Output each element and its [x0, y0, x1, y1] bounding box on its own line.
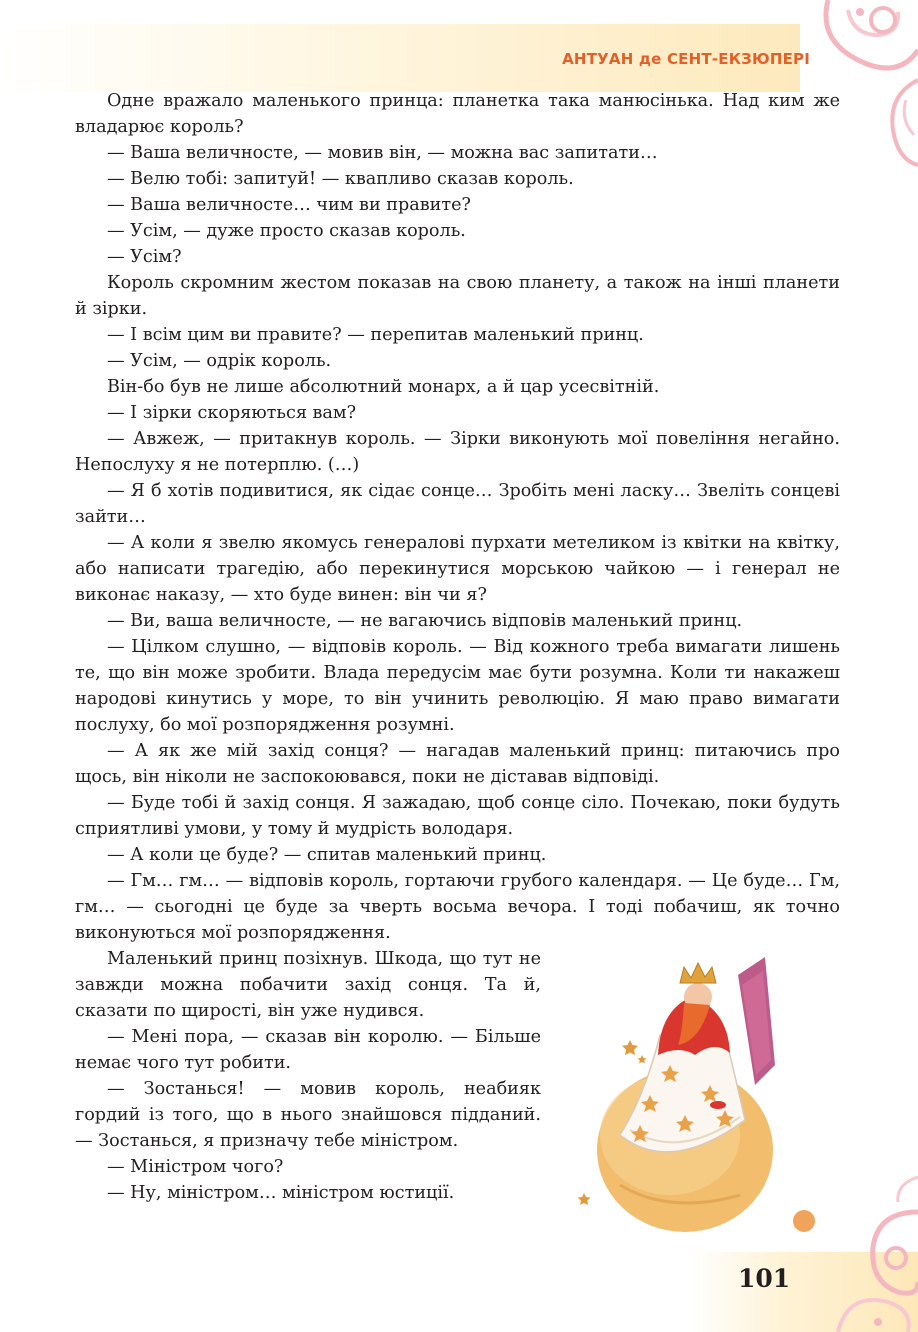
narrow-text	[75, 946, 541, 1206]
page-number: 101	[738, 1264, 791, 1293]
paragraph: Маленький принц позіхнув. Шкода, що тут не завжди можна побачити захід сонця. Та й, сказати по щирості, він уже нудився.	[75, 949, 541, 1021]
paragraph: Одне вражало маленького принца: планетка така манюсінька. Над ким же владарює король?	[75, 91, 840, 137]
paragraph: — Мені пора, — сказав він королю. — Більше немає чого тут робити.	[75, 1027, 541, 1073]
paragraph: — Цілком слушно, — відповів король. — Від кожного треба вимагати лишень те, що він може зробити. Влада передусім має бути розумна. Коли ти накажеш народові кинутись у море, то він учинить революцію. Я маю право вимагати послуху, бо мої розпорядження розумні.	[75, 637, 840, 735]
paragraph: — А коли я звелю якомусь генералові пурхати метеликом із квітки на квітку, або написати трагедію, або перекинутися морською чайкою — і генерал не виконає наказу, — хто буде винен: він чи я?	[75, 533, 840, 605]
paragraph: — Усім?	[107, 247, 182, 267]
paragraph: — Буде тобі й захід сонця. Я зажадаю, щоб сонце сіло. Почекаю, поки будуть сприятливі умови, у тому й мудрість володаря.	[75, 793, 840, 839]
paragraph: — Гм… гм… — відповів король, гортаючи грубого календаря. — Це буде… Гм, гм… — сьогодні це буде за чверть восьма вечора. І тоді побачиш, як точно виконуються мої розпорядження.	[75, 871, 840, 943]
paragraph: — Усім, — одрік король.	[107, 351, 332, 371]
paragraph: — Я б хотів подивитися, як сідає сонце… Зробіть мені ласку… Звеліть сонцеві зайти…	[75, 481, 840, 527]
paragraph: — А коли це буде? — спитав маленький принц.	[107, 845, 547, 865]
paragraph: — Велю тобі: запитуй! — квапливо сказав король.	[107, 169, 574, 189]
paragraph: — Усім, — дуже просто сказав король.	[107, 221, 466, 241]
paragraph: — А як же мій захід сонця? — нагадав маленький принц: питаючись про щось, він ніколи не заспокоювався, поки не діставав відповіді.	[75, 741, 840, 787]
paragraph: — Міністром чого?	[107, 1157, 284, 1177]
paragraph: — І зірки скоряються вам?	[107, 403, 357, 423]
header-author: АНТУАН де СЕНТ-ЕКЗЮПЕРІ	[562, 50, 810, 68]
ornament-bottom-right-icon	[778, 1172, 918, 1332]
main-text	[75, 88, 840, 946]
paragraph: — Авжеж, — притакнув король. — Зірки виконують мої повеління негайно. Непослуху я не потерплю. (…)	[75, 429, 840, 475]
paragraph: — Ну, міністром… міністром юстиції.	[107, 1183, 455, 1203]
paragraph: — Ваша величносте… чим ви правите?	[107, 195, 471, 215]
paragraph: — Ви, ваша величносте, — не вагаючись відповів маленький принц.	[107, 611, 743, 631]
paragraph: — Ваша величносте, — мовив він, — можна вас запитати…	[107, 143, 658, 163]
paragraph: Він-бо був не лише абсолютний монарх, а й цар усесвітній.	[107, 377, 660, 397]
paragraph: — І всім цим ви правите? — перепитав маленький принц.	[107, 325, 644, 345]
paragraph: Король скромним жестом показав на свою планету, а також на інші планети й зірки.	[75, 273, 840, 319]
paragraph: — Зостанься! — мовив король, неабияк гордий із того, що в нього знайшовся підданий. — Зостанься, я призначу тебе міністром.	[75, 1079, 541, 1151]
